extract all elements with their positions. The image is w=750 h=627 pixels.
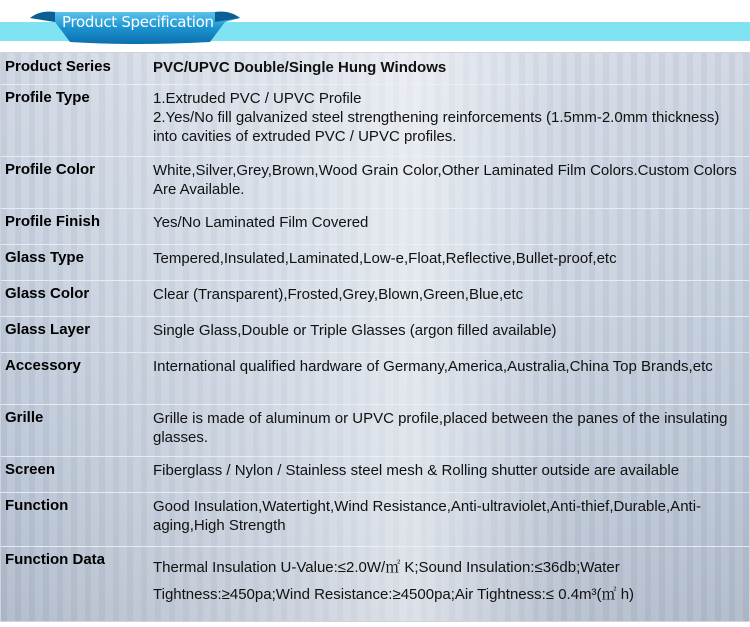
spec-value: Clear (Transparent),Frosted,Grey,Blown,Green,Blue,etc — [153, 286, 524, 303]
spec-value: Fiberglass / Nylon / Stainless steel mesh & Rolling shutter outside are available — [153, 462, 680, 479]
spec-value: Grille is made of aluminum or UPVC profile,placed between the panes of the insulating glasses. — [153, 410, 728, 446]
spec-value: International qualified hardware of Germany,America,Australia,China Top Brands,etc — [153, 358, 713, 375]
table-row — [1, 492, 749, 547]
table-row — [1, 244, 749, 281]
spec-label: Product Series — [5, 58, 111, 75]
spec-value: White,Silver,Grey,Brown,Wood Grain Color,Other Laminated Film Colors.Custom Colors Are Available. — [153, 162, 737, 198]
spec-label: Profile Color — [5, 161, 96, 178]
spec-table — [0, 52, 750, 622]
table-row — [1, 84, 749, 157]
spec-value: Single Glass,Double or Triple Glasses (argon filled available) — [153, 322, 557, 339]
table-row — [1, 546, 749, 621]
spec-value: Tempered,Insulated,Laminated,Low-e,Float,Reflective,Bullet-proof,etc — [153, 250, 617, 267]
spec-value-line: 2.Yes/No fill galvanized steel strengthening reinforcements (1.5mm-2.0mm thickness) into cavities of extruded PVC / UPVC profiles. — [153, 109, 720, 145]
table-row — [1, 156, 749, 209]
table-row — [1, 352, 749, 405]
section-title: Product Specification — [62, 13, 214, 31]
spec-label: Function — [5, 497, 69, 514]
spec-label: Profile Finish — [5, 213, 101, 230]
spec-value: Thermal Insulation U-Value:≤2.0W/㎡ K;Sound Insulation:≤36db;Water Tightness:≥450pa;Wind Resistance:≥4500pa;Air Tightness:≤ 0.4m³(㎡ h) — [153, 559, 635, 603]
table-row — [1, 208, 749, 245]
spec-label: Profile Type — [5, 89, 90, 106]
table-row — [1, 404, 749, 457]
table-row — [1, 316, 749, 353]
spec-label: Grille — [5, 409, 44, 426]
spec-label: Function Data — [5, 551, 105, 568]
spec-value — [153, 89, 743, 146]
spec-label: Accessory — [5, 357, 81, 374]
spec-label: Screen — [5, 461, 56, 478]
spec-label: Glass Color — [5, 285, 90, 302]
table-row — [1, 53, 749, 85]
spec-value: Yes/No Laminated Film Covered — [153, 214, 369, 231]
spec-label: Glass Type — [5, 249, 84, 266]
spec-value-line: 1.Extruded PVC / UPVC Profile — [153, 90, 362, 107]
spec-value: PVC/UPVC Double/Single Hung Windows — [153, 59, 447, 76]
table-row — [1, 280, 749, 317]
spec-label: Glass Layer — [5, 321, 91, 338]
table-row — [1, 456, 749, 493]
spec-value: Good Insulation,Watertight,Wind Resistance,Anti-ultraviolet,Anti-thief,Durable,Anti-aging,High Strength — [153, 498, 702, 534]
